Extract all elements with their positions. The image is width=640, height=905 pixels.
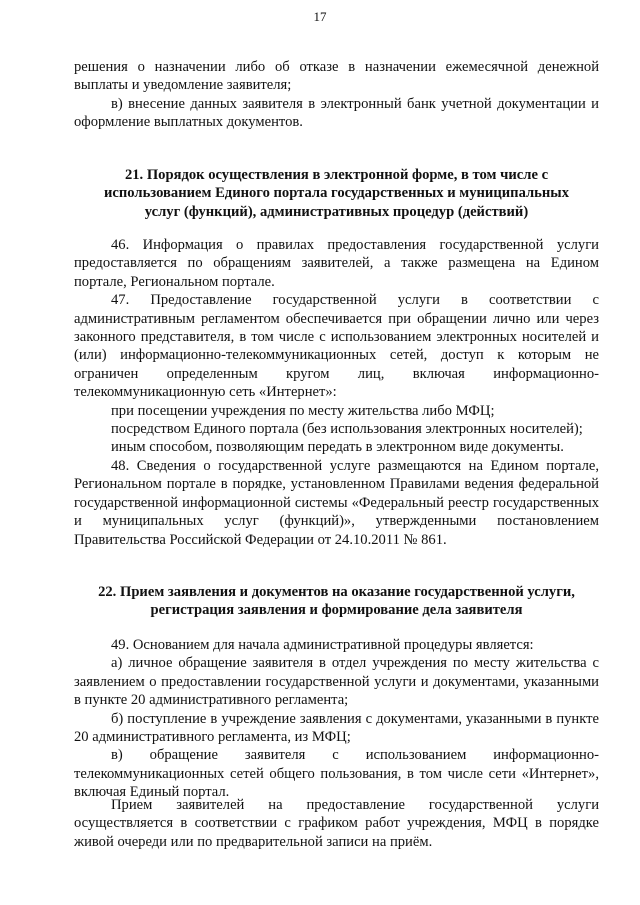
reception-block <box>74 796 599 851</box>
paragraph: при посещении учреждения по месту жительства либо МФЦ; <box>111 402 495 419</box>
section-22-body <box>74 636 599 802</box>
section-22 <box>74 583 599 620</box>
paragraph: а) личное обращение заявителя в отдел учреждения по месту жительства с заявлением о предоставлении государственной услуги и документами, указанными в пункте 20 административного регламента; <box>74 655 599 709</box>
paragraph: 49. Основанием для начала административной процедуры является: <box>111 637 534 653</box>
paragraph: б) поступление в учреждение заявления с документами, указанными в пункте 20 административного регламента, из МФЦ; <box>74 710 599 746</box>
section-heading: 22. Прием заявления и документов на оказание государственной услуги, регистрация заявления и формирование дела заявителя <box>98 584 575 619</box>
section-21 <box>74 166 599 221</box>
section-heading: 21. Порядок осуществления в электронной форме, в том числе с использованием Единого портала государственных и муниципальных услуг (функций), административных процедур (действий) <box>104 167 569 220</box>
paragraph: в) внесение данных заявителя в электронный банк учетной документации и оформление выплатных документов. <box>74 95 599 131</box>
paragraph: посредством Единого портала (без использования электронных носителей); <box>111 421 583 438</box>
page-number: 17 <box>313 9 327 24</box>
paragraph: 48. Сведения о государственной услуге размещаются на Едином портале, Региональном портале в порядке, установленном Правилами ведения федеральной государственной информационной системы «Федеральный реестр государственных и муниципальных услуг (функций)», утвержденными постановлением Правительства Российской Федерации от 24.10.2011 № 861. <box>74 457 599 548</box>
section-21-body <box>74 236 599 549</box>
paragraph: в) обращение заявителя с использованием информационно-телекоммуникационных сетей общего пользования, в том числе сети «Интернет», включая Единый портал. <box>74 747 599 801</box>
paragraph: 47. Предоставление государственной услуги в соответствии с административным регламентом обеспечивается при обращении лично или через законного представителя, в том числе с использованием электронных носителей и (или) информационно-телекоммуникационных сетей, доступ к которым не ограничен определенным кругом лиц, включая информационно-телекоммуникационную сеть «Интернет»: <box>74 292 599 401</box>
paragraph: решения о назначении либо об отказе в назначении ежемесячной денежной выплаты и уведомление заявителя; <box>74 59 599 94</box>
paragraph: 46. Информация о правилах предоставления государственной услуги предоставляется по обращениям заявителей, а также размещена на Едином портале, Региональном портале. <box>74 237 599 290</box>
intro-block <box>74 58 599 132</box>
paragraph: Прием заявителей на предоставление государственной услуги осуществляется в соответствии с графиком работ учреждения, МФЦ в порядке живой очереди или по предварительной записи на приём. <box>74 797 599 850</box>
paragraph: иным способом, позволяющим передать в электронном виде документы. <box>111 439 564 456</box>
